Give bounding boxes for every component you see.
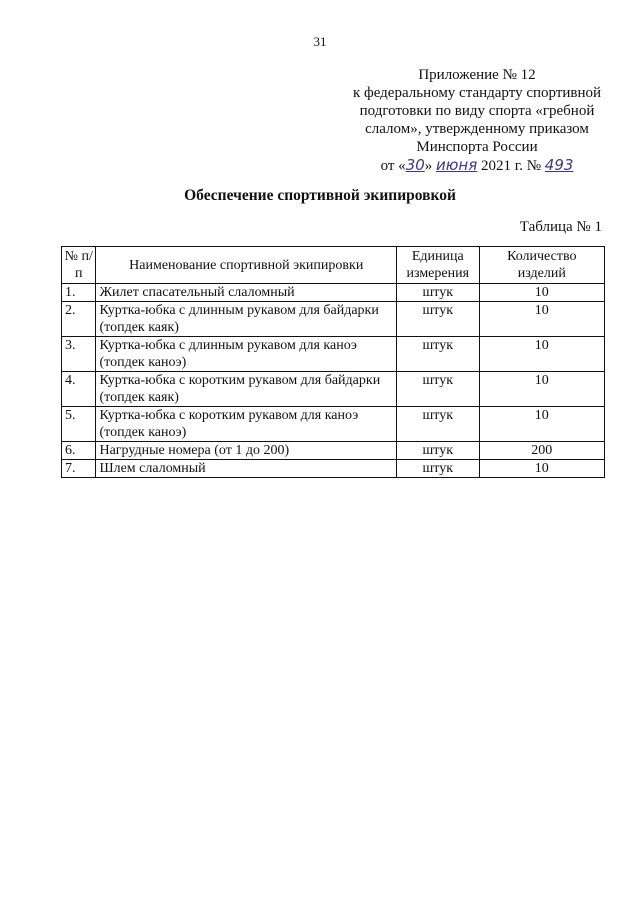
page-number: 31 (313, 34, 327, 49)
handwritten-day: 30 (405, 156, 425, 174)
date-mid: » (424, 158, 433, 174)
row-name: Куртка-юбка с коротким рукавом для байдарки (топдек каяк) (96, 372, 397, 407)
row-unit: штук (397, 337, 480, 372)
row-num: 3. (62, 337, 96, 372)
row-name: Куртка-юбка с длинным рукавом для каноэ (топдек каноэ) (96, 337, 397, 372)
header-num: № п/п (62, 247, 96, 284)
header-qty: Количество изделий (479, 247, 604, 284)
order-date-line (352, 156, 602, 175)
document-title: Обеспечение спортивной экипировкой (184, 187, 456, 204)
table-row (62, 442, 605, 460)
row-unit: штук (397, 372, 480, 407)
row-num: 4. (62, 372, 96, 407)
row-num: 5. (62, 407, 96, 442)
table-row (62, 284, 605, 302)
table-row (62, 337, 605, 372)
row-num: 6. (62, 442, 96, 460)
row-unit: штук (397, 407, 480, 442)
row-qty: 10 (479, 302, 604, 337)
row-unit: штук (397, 302, 480, 337)
appendix-line: Приложение № 12 (418, 67, 536, 83)
table-row (62, 407, 605, 442)
row-qty: 10 (479, 372, 604, 407)
table-row (62, 302, 605, 337)
equipment-table (61, 246, 605, 478)
table-label: Таблица № 1 (519, 219, 602, 235)
row-qty: 10 (479, 407, 604, 442)
table-header-row (62, 247, 605, 284)
row-qty: 200 (479, 442, 604, 460)
appendix-line: слалом», утвержденному приказом (365, 121, 589, 137)
header-unit: Единица измерения (397, 247, 480, 284)
handwritten-order-number: 493 (544, 156, 574, 174)
header-name: Наименование спортивной экипировки (96, 247, 397, 284)
appendix-line: Минспорта России (416, 139, 538, 155)
row-qty: 10 (479, 460, 604, 478)
row-name: Шлем слаломный (96, 460, 397, 478)
appendix-header (352, 66, 602, 175)
appendix-line: подготовки по виду спорта «гребной (359, 103, 595, 119)
handwritten-month: июня (436, 156, 478, 174)
row-name: Жилет спасательный слаломный (96, 284, 397, 302)
row-qty: 10 (479, 284, 604, 302)
row-unit: штук (397, 460, 480, 478)
date-year: 2021 г. № (481, 158, 542, 174)
row-name: Куртка-юбка с длинным рукавом для байдарки (топдек каяк) (96, 302, 397, 337)
table-row (62, 460, 605, 478)
row-qty: 10 (479, 337, 604, 372)
appendix-line: к федеральному стандарту спортивной (352, 85, 602, 101)
table-row (62, 372, 605, 407)
row-unit: штук (397, 442, 480, 460)
row-num: 7. (62, 460, 96, 478)
row-name: Нагрудные номера (от 1 до 200) (96, 442, 397, 460)
row-num: 2. (62, 302, 96, 337)
row-name: Куртка-юбка с коротким рукавом для каноэ (топдек каноэ) (96, 407, 397, 442)
row-unit: штук (397, 284, 480, 302)
date-prefix: от « (380, 158, 406, 174)
row-num: 1. (62, 284, 96, 302)
